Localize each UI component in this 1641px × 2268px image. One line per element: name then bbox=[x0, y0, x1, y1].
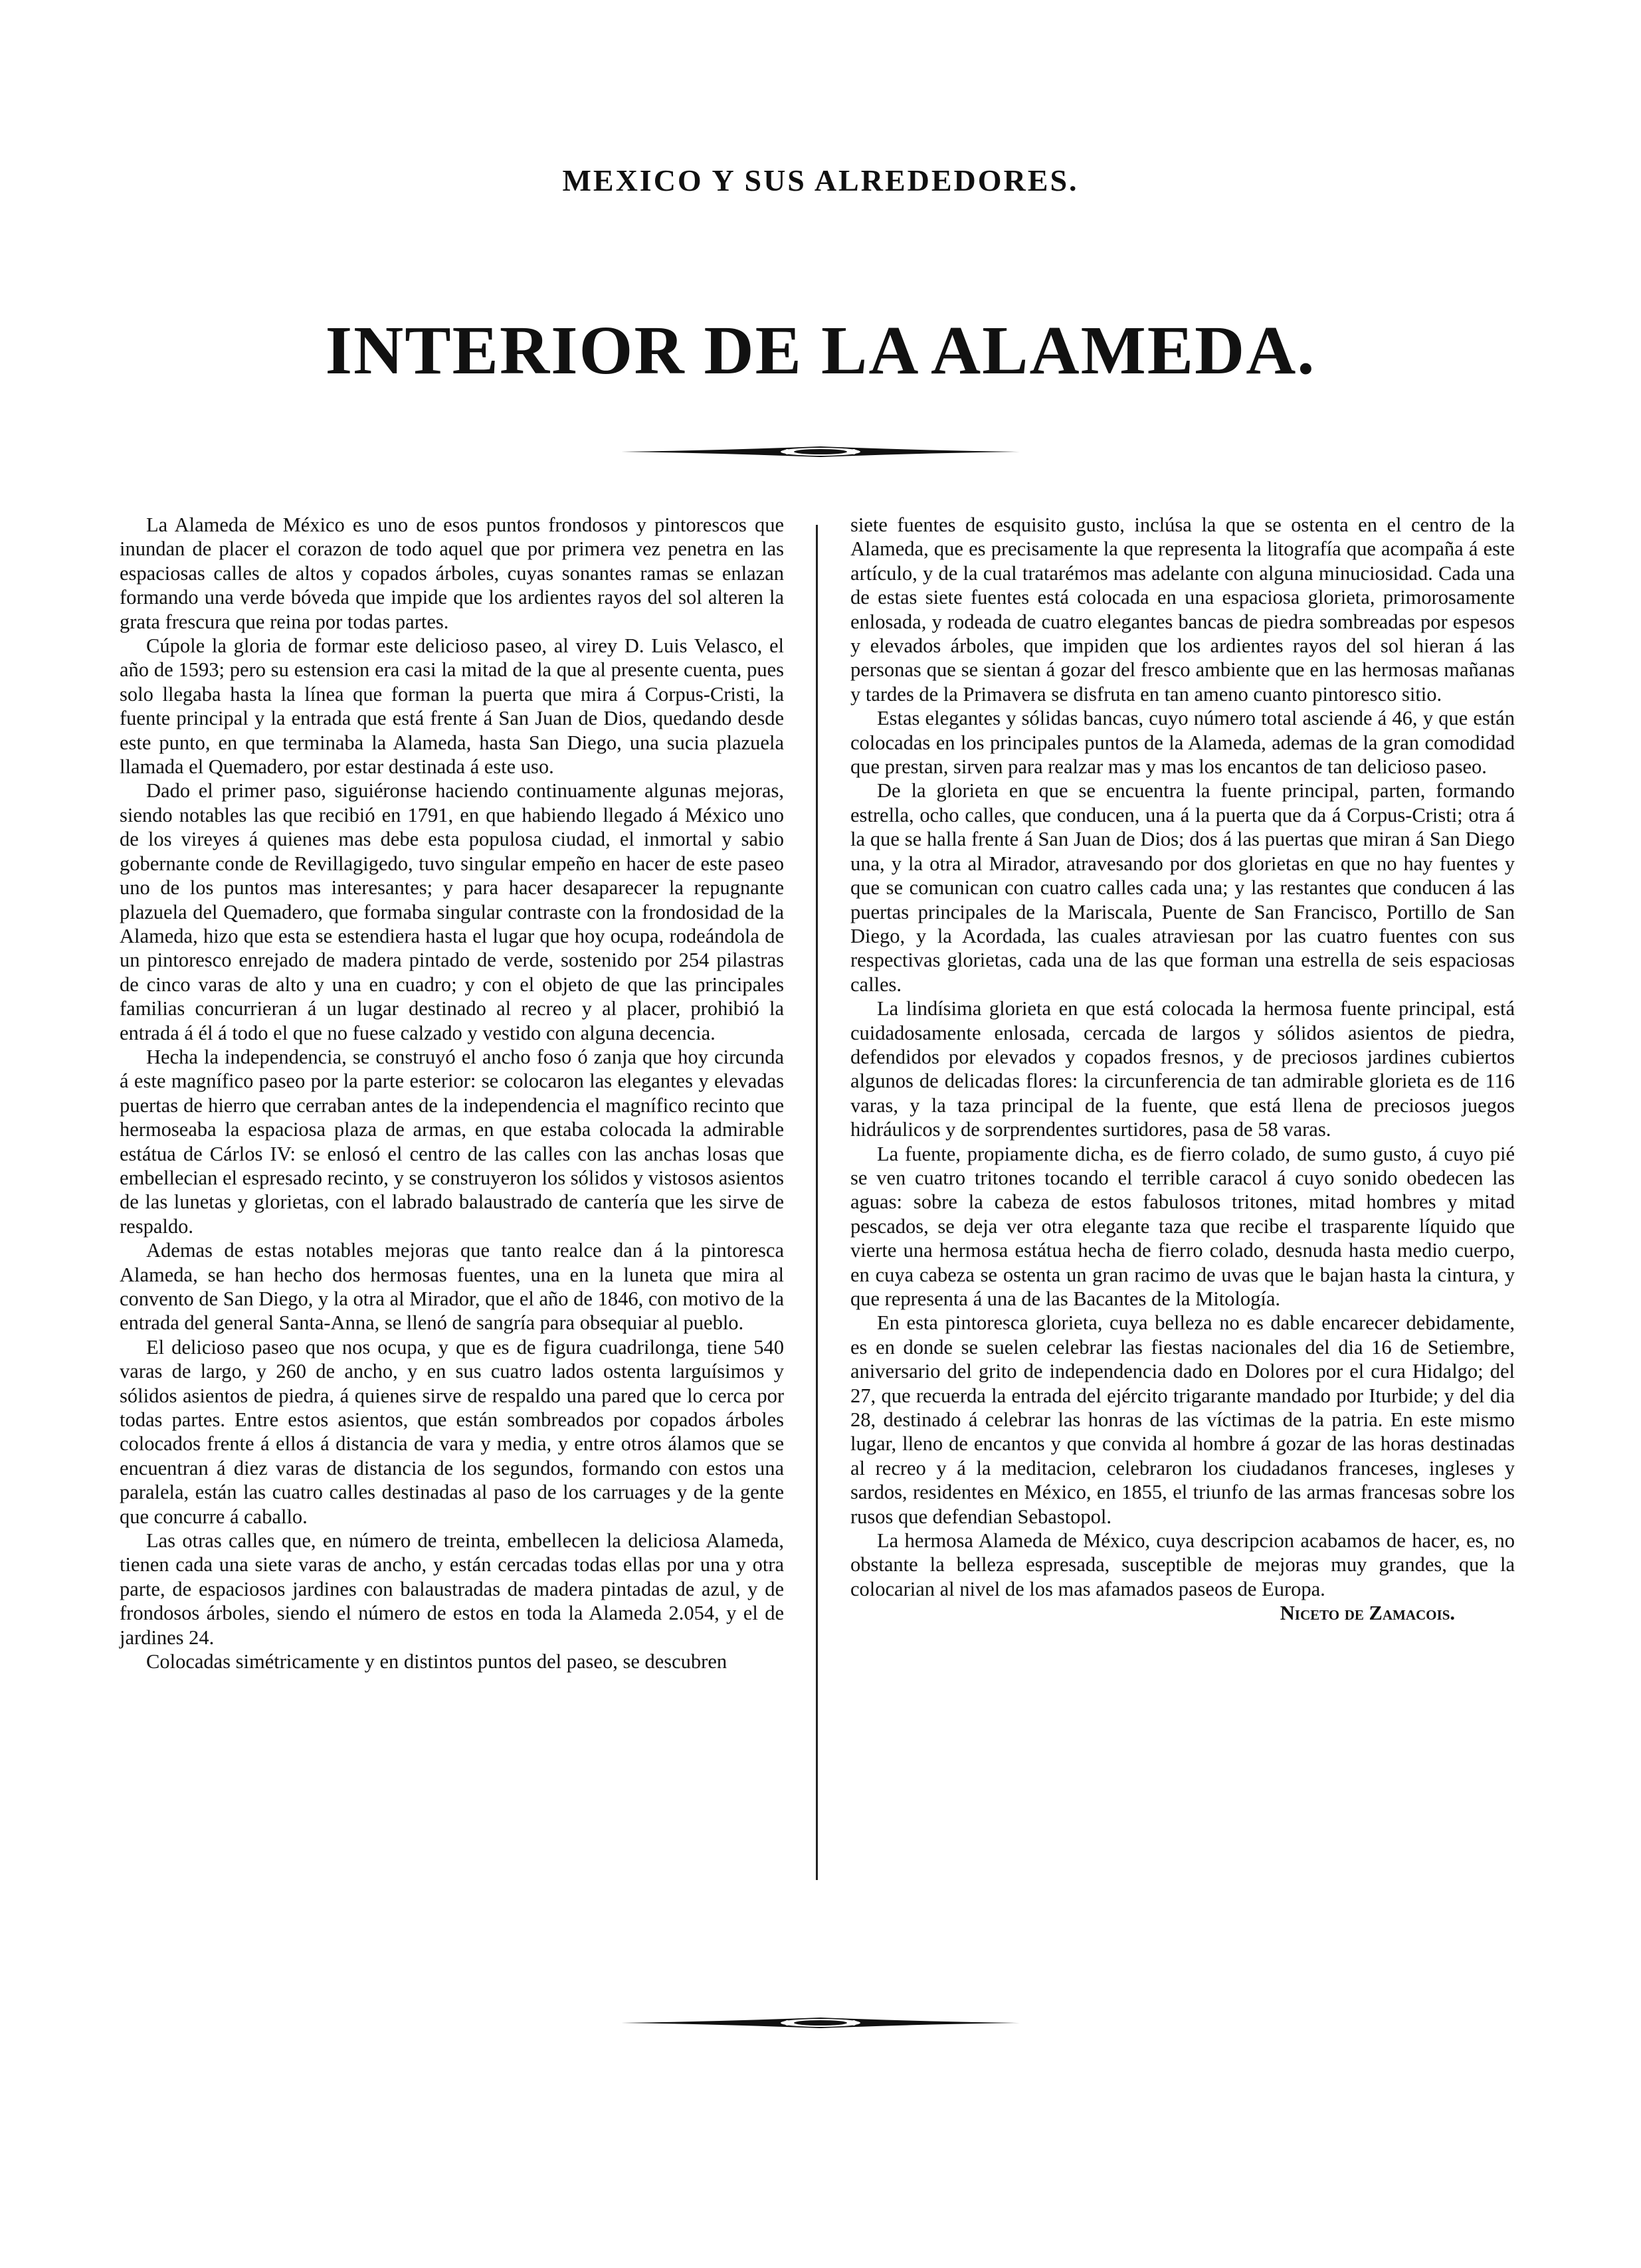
paragraph: Las otras calles que, en número de treinta, embellecen la deliciosa Alameda, tienen cada una siete varas de ancho, y están cercadas todas ellas por una y otra parte, de espaciosos jardines con balaustradas de madera pintadas de azul, y de frondosos árboles, siendo el número de estos en toda la Alameda 2.054, y el de jardines 24. bbox=[120, 1529, 784, 1649]
paragraph: La Alameda de México es uno de esos puntos frondosos y pintorescos que inundan de placer el corazon de todo aquel que por primera vez penetra en las espaciosas calles de altos y copados árboles, cuyas sonantes ramas se enlazan formando una verde bóveda que impide que los ardientes rayos del sol alteren la grata frescura que reina por todas partes. bbox=[120, 514, 784, 633]
paragraph: Dado el primer paso, siguiéronse haciendo continuamente algunas mejoras, siendo notables las que recibió en 1791, en que habiendo llegado á México uno de los vireyes á quienes mas debe esta populosa ciudad, el inmortal y sabio gobernante conde de Revillagigedo, tuvo singular empeño en hacer de este paseo uno de los puntos mas interesantes; y para hacer desaparecer la repugnante plazuela del Quemadero, que formaba singular contraste con la frondosidad de la Alameda, hizo que esta se estendiera hasta el lugar que hoy ocupa, rodeándola de un pintoresco enrejado de madera pintado de verde, sostenido por 254 pilastras de cinco varas de alto y una en cuadro; y con el objeto de que las principales familias concurrieran á un lugar destinado al recreo y al placer, prohibió la entrada á él á todo el que no fuese calzado y vestido con alguna decencia. bbox=[120, 779, 784, 1044]
column-divider bbox=[816, 525, 818, 1880]
paragraph: Hecha la independencia, se construyó el ancho foso ó zanja que hoy circunda á este magnífico paseo por la parte esterior: se colocaron las elegantes y elevadas puertas de hierro que cerraban antes de la independencia el magnífico recinto que hermoseaba la espaciosa plaza de armas, en que estaba colocada la admirable estátua de Cárlos IV: se enlosó el centro de las calles con las anchas losas que embellecian el espresado recinto, y se construyeron los sólidos y vistosos asientos de las lunetas y glorietas, con el labrado balaustrado de cantería que les sirve de respaldo. bbox=[120, 1045, 784, 1238]
paragraph: De la glorieta en que se encuentra la fuente principal, parten, formando estrella, ocho calles, que conducen, una á la puerta que da á Corpus-Cristi; otra á la que se halla frente á San Juan de Dios; dos á las puertas que miran á San Diego una, y la otra al Mirador, atravesando por dos glorietas en que no hay fuentes y que se comunican con cuatro calles cada una; y las restantes que conducen á las puertas principales de la Mariscala, Puente de San Francisco, Portillo de San Diego, y la Acordada, las cuales atraviesan por las cuatro fuentes con sus respectivas glorietas, cada una de las que forman una estrella de seis espaciosas calles. bbox=[850, 779, 1515, 996]
article-column-left bbox=[120, 513, 784, 1674]
paragraph: El delicioso paseo que nos ocupa, y que es de figura cuadrilonga, tiene 540 varas de largo, y 260 de ancho, y en sus cuatro lados ostenta larguísimos y sólidos asientos de piedra, á quienes sirve de respaldo una pared que lo cerca por todas partes. Entre estos asientos, que están sombreados por copados árboles colocados frente á ellos á distancia de vara y media, y entre otros álamos que se encuentran á diez varas de distancia de los segundos, formando con estos una paralela, están las cuatro calles destinadas al paso de los carruages y de la gente que concurre á caballo. bbox=[120, 1335, 784, 1528]
paragraph: La fuente, propiamente dicha, es de fierro colado, de sumo gusto, á cuyo pié se ven cuatro tritones tocando el terrible caracol á cuyo sonido obedecen las aguas: sobre la cabeza de estos fabulosos tritones, mitad hombres y mitad pescados, se deja ver otra elegante taza que recibe el trasparente líquido que vierte una hermosa estátua hecha de fierro colado, desnuda hasta medio cuerpo, en cuya cabeza se ostenta un gran racimo de uvas que le bajan hasta la cintura, y que representa á una de las Bacantes de la Mitología. bbox=[850, 1142, 1515, 1310]
paragraph: En esta pintoresca glorieta, cuya belleza no es dable encarecer debidamente, es en donde se suelen celebrar las fiestas nacionales del dia 16 de Setiembre, aniversario del grito de independencia dado en Dolores por el cura Hidalgo; del 27, que recuerda la entrada del ejército trigarante mandado por Iturbide; y del dia 28, destinado á celebrar las honras de las víctimas de la patria. En este mismo lugar, lleno de encantos y que convida al hombre á gozar de las horas destinadas al recreo y á la meditacion, celebraron los ciudadanos franceses, ingleses y sardos, residentes en México, en 1855, el triunfo de las armas francesas sobre los rusos que defendian Sebastopol. bbox=[850, 1311, 1515, 1528]
ornament-rule-top bbox=[621, 438, 1020, 465]
paragraph: La hermosa Alameda de México, cuya descripcion acabamos de hacer, es, no obstante la belleza espresada, susceptible de mejoras muy grandes, que la colocarian al nivel de los mas afamados paseos de Europa. bbox=[850, 1529, 1515, 1600]
paragraph: La lindísima glorieta en que está colocada la hermosa fuente principal, está cuidadosamente enlosada, cercada de largos y sólidos asientos de piedra, defendidos por elevados y copados fresnos, y de preciosos jardines cubiertos algunos de delicadas flores: la circunferencia de tan admirable glorieta es de 116 varas, y la taza principal de la fuente, que está llena de preciosos juegos hidráulicos y de sorprendentes surtidores, pasa de 58 varas. bbox=[850, 997, 1515, 1141]
running-head: MEXICO Y SUS ALREDEDORES. bbox=[562, 163, 1079, 197]
paragraph: Estas elegantes y sólidas bancas, cuyo número total asciende á 46, y que están colocadas en los principales puntos de la Alameda, ademas de la gran comodidad que prestan, sirven para realzar mas y mas los encantos de tan delicioso paseo. bbox=[850, 707, 1515, 779]
paragraph: Colocadas simétricamente y en distintos puntos del paseo, se descubren bbox=[146, 1650, 727, 1673]
paragraph: siete fuentes de esquisito gusto, inclúsa la que se ostenta en el centro de la Alameda, que es precisamente la que representa la litografía que acompaña á este artículo, y de la cual tratarémos mas adelante con alguna minuciosidad. Cada una de estas siete fuentes está colocada en una espaciosa glorieta, primorosamente enlosada, y rodeada de cuatro elegantes bancas de piedra sombreadas por espesos y elevados árboles, que impiden que los ardientes rayos del sol hieran á las personas que se sientan á gozar del fresco ambiente que en las hermosas mañanas y tardes de la Primavera se disfruta en tan ameno cuanto pintoresco sitio. bbox=[850, 514, 1515, 706]
paragraph: Ademas de estas notables mejoras que tanto realce dan á la pintoresca Alameda, se han hecho dos hermosas fuentes, una en la luneta que mira al convento de San Diego, y la otra al Mirador, que el año de 1846, con motivo de la entrada del general Santa-Anna, se llenó de sangría para obsequiar al pueblo. bbox=[120, 1239, 784, 1335]
ornament-rule-bottom bbox=[621, 2010, 1020, 2036]
article-column-right bbox=[850, 513, 1515, 1626]
author-signature: Niceto de Zamacois. bbox=[1280, 1602, 1455, 1625]
article-title: INTERIOR DE LA ALAMEDA. bbox=[325, 312, 1316, 389]
paragraph: Cúpole la gloria de formar este delicioso paseo, al virey D. Luis Velasco, el año de 1593; pero su estension era casi la mitad de la que al presente cuenta, pues solo llegaba hasta la línea que forman la puerta que mira á Corpus-Cristi, la fuente principal y la entrada que está frente á San Juan de Dios, quedando desde este punto, en que terminaba la Alameda, hasta San Diego, una sucia plazuela llamada el Quemadero, por estar destinada á este uso. bbox=[120, 634, 784, 779]
